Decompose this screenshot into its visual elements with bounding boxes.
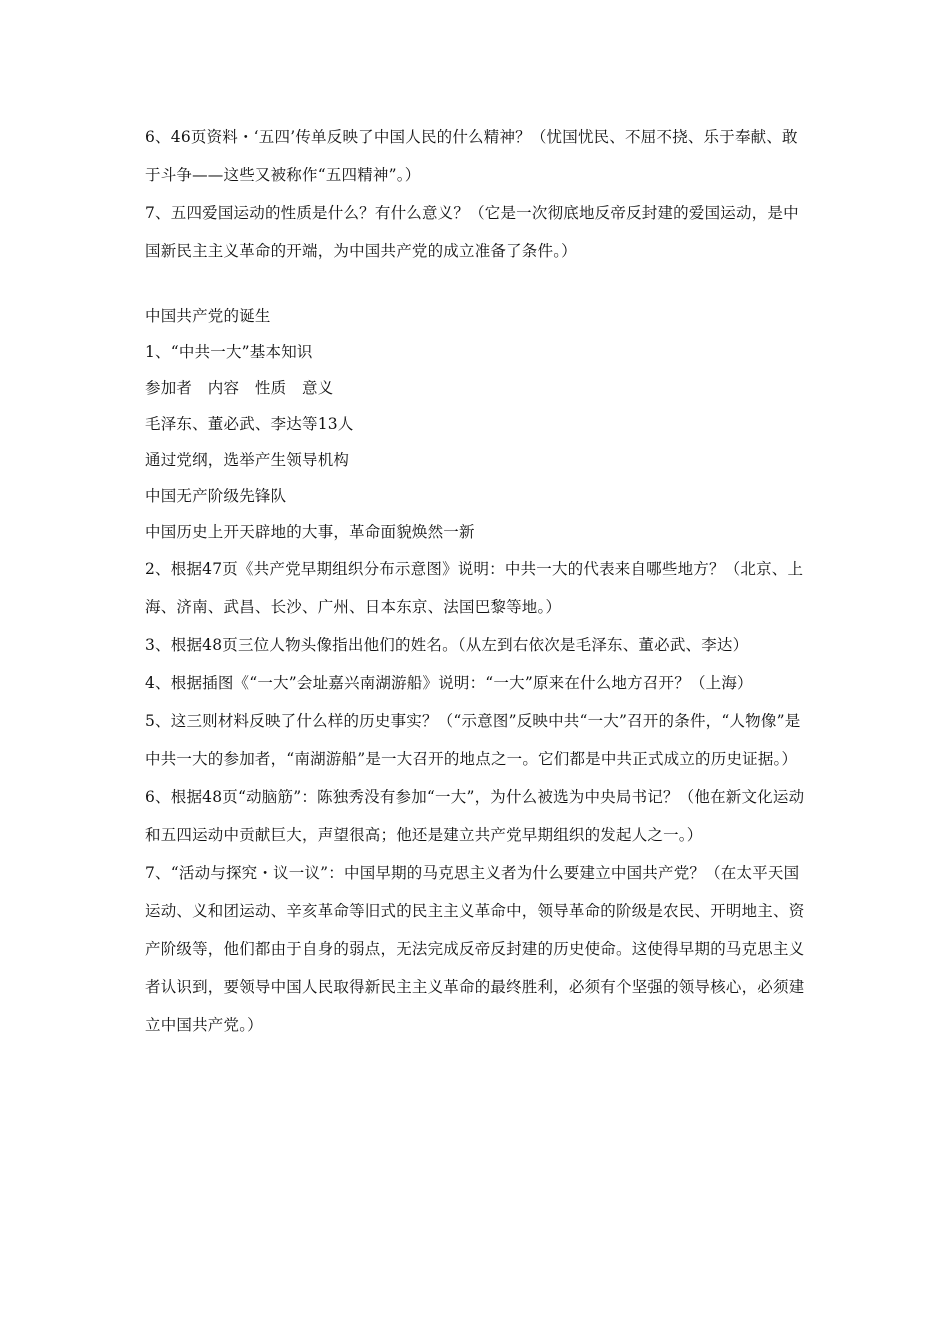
question-6-chen-duxiu: 6、根据48页“动脑筋”：陈独秀没有参加“一大”，为什么被选为中央局书记？（他在新文化运动和五四运动中贡献巨大，声望很高；他还是建立共产党早期组织的发起人之一。） (145, 788, 805, 844)
question-3-portraits: 3、根据48页三位人物头像指出他们的姓名。（从左到右依次是毛泽东、董必武、李达） (145, 636, 749, 654)
question-7-founding-reason: 7、“活动与探究・议一议”：中国早期的马克思主义者为什么要建立中国共产党？（在太平天国运动、义和团运动、辛亥革命等旧式的民主主义革命中，领导革命的阶级是农民、开明地主、资产阶级等，他们都由于自身的弱点，无法完成反帝反封建的历史使命。这使得早期的马克思主义者认识到，要领导中国人民取得新民主主义革命的最终胜利，必须有个坚强的领导核心，必须建立中国共产党。） (145, 864, 805, 1034)
question-2-delegates: 2、根据47页《共产党早期组织分布示意图》说明：中共一大的代表来自哪些地方？（北京、上海、济南、武昌、长沙、广州、日本东京、法国巴黎等地。） (145, 560, 804, 616)
basic-knowledge-heading: 1、“中共一大”基本知识 (145, 343, 313, 361)
document-body (145, 118, 810, 1044)
paragraph-q6-wusi-spirit: 6、46页资料・‘五四’传单反映了中国人民的什么精神？（忧国忧民、不屈不挠、乐于奉献、敢于斗争——这些又被称作“五四精神”。） (145, 128, 798, 184)
basic-knowledge-significance: 中国历史上开天辟地的大事，革命面貌焕然一新 (145, 523, 475, 541)
section-spacer (145, 270, 810, 298)
question-5-historical-facts: 5、这三则材料反映了什么样的历史事实？（“示意图”反映中共“一大”召开的条件，“人物像”是中共一大的参加者，“南湖游船”是一大召开的地点之一。它们都是中共正式成立的历史证据。） (145, 712, 801, 768)
basic-knowledge-content: 通过党纲，选举产生领导机构 (145, 451, 350, 469)
basic-knowledge-nature: 中国无产阶级先锋队 (145, 487, 287, 505)
question-4-venue: 4、根据插图《“一大”会址嘉兴南湖游船》说明：“一大”原来在什么地方召开？（上海） (145, 674, 753, 692)
basic-knowledge-header-row: 参加者 内容 性质 意义 (145, 379, 334, 397)
section-title: 中国共产党的诞生 (145, 307, 271, 325)
paragraph-q7-wusi-nature: 7、五四爱国运动的性质是什么？有什么意义？（它是一次彻底地反帝反封建的爱国运动，是中国新民主主义革命的开端，为中国共产党的成立准备了条件。） (145, 204, 799, 260)
basic-knowledge-participants: 毛泽东、董必武、李达等13人 (145, 415, 354, 433)
